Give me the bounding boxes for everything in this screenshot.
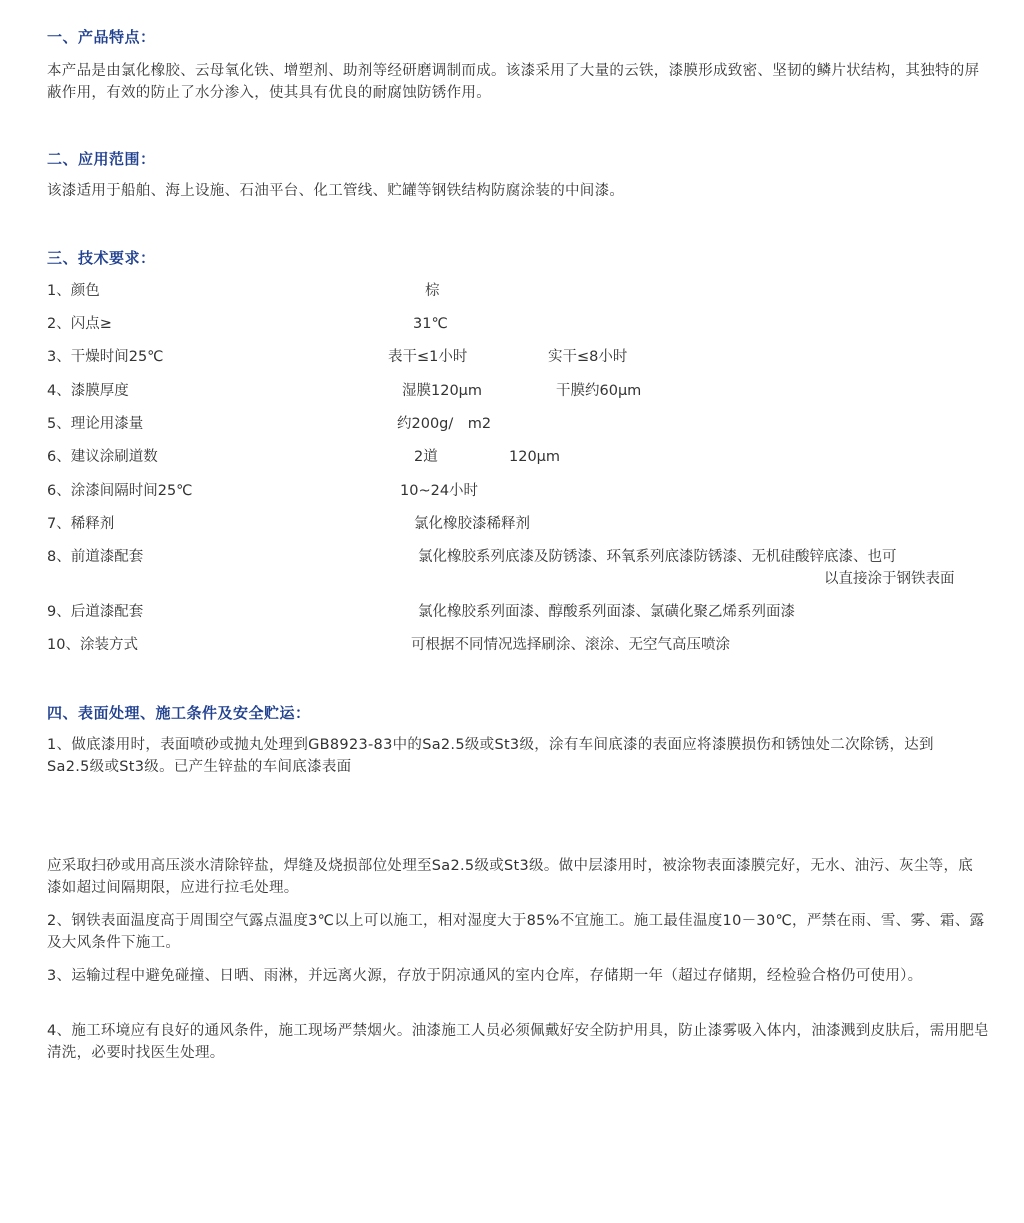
spec-row-film-thickness [47, 380, 987, 402]
spec-row-flash-point [47, 313, 987, 335]
spec-value: 湿膜120μm [402, 383, 483, 399]
spec-value: 2道 [414, 449, 438, 465]
spec-row-color [47, 280, 987, 302]
spec-label: 6、建议涂刷道数 [47, 449, 158, 465]
spec-value: 氯化橡胶系列面漆、醇酸系列面漆、氯磺化聚乙烯系列面漆 [418, 604, 795, 620]
spec-value: 可根据不同情况选择刷涂、滚涂、无空气高压喷涂 [411, 637, 730, 653]
features-paragraph: 本产品是由氯化橡胶、云母氧化铁、增塑剂、助剂等经研磨调制而成。该漆采用了大量的云铁，漆膜形成致密、坚韧的鳞片状结构，其独特的屏蔽作用，有效的防止了水分渗入，使其具有优良的耐腐蚀防锈作用。 [47, 63, 980, 101]
spec-row-subsequent-coat [47, 601, 987, 623]
spec-value: 氯化橡胶漆稀释剂 [414, 516, 530, 532]
spec-label: 9、后道漆配套 [47, 604, 144, 620]
spec-row-previous-coat [47, 546, 987, 568]
section-title-features: 一、产品特点： [47, 28, 156, 46]
spec-row-coverage [47, 413, 987, 435]
spec-row-thinner [47, 513, 987, 535]
treatment-paragraph-4: 3、运输过程中避免碰撞、日晒、雨淋，并远离火源，存放于阴凉通风的室内仓库，存储期一年（超过存储期，经检验合格仍可使用）。 [47, 968, 923, 984]
treatment-paragraph-2: 应采取扫砂或用高压淡水清除锌盐，焊缝及烧损部位处理至Sa2.5级或St3级。做中层漆用时，被涂物表面漆膜完好，无水、油污、灰尘等，底漆如超过间隔期限，应进行拉毛处理。 [47, 858, 974, 896]
spec-label: 7、稀释剂 [47, 516, 115, 532]
spec-value: 约200g/ m2 [397, 416, 492, 432]
spec-row-recoat-interval [47, 480, 987, 502]
spec-row-drying-time [47, 346, 987, 368]
spec-label: 1、颜色 [47, 283, 100, 299]
treatment-paragraph-3: 2、钢铁表面温度高于周围空气露点温度3℃以上可以施工，相对湿度大于85%不宜施工。施工最佳温度10－30℃，严禁在雨、雪、雾、霜、露及大风条件下施工。 [47, 913, 985, 951]
spec-row-coats [47, 446, 987, 468]
spec-label: 6、涂漆间隔时间25℃ [47, 483, 193, 499]
spec-row-application-method [47, 634, 987, 656]
spec-value: 氯化橡胶系列底漆及防锈漆、环氧系列底漆防锈漆、无机硅酸锌底漆、也可 [418, 549, 897, 565]
spec-row-previous-coat-continued [47, 568, 987, 590]
spec-value: 31℃ [413, 316, 448, 332]
spec-label: 4、漆膜厚度 [47, 383, 129, 399]
application-paragraph: 该漆适用于船舶、海上设施、石油平台、化工管线、贮罐等钢铁结构防腐涂装的中间漆。 [47, 183, 625, 199]
treatment-paragraph-5: 4、施工环境应有良好的通风条件，施工现场严禁烟火。油漆施工人员必须佩戴好安全防护用具，防止漆雾吸入体内，油漆溅到皮肤后，需用肥皂清洗，必要时找医生处理。 [47, 1023, 989, 1061]
spec-label: 5、理论用漆量 [47, 416, 144, 432]
spec-value: 10~24小时 [400, 483, 479, 499]
spec-label: 8、前道漆配套 [47, 549, 144, 565]
section-title-technical: 三、技术要求： [47, 249, 156, 267]
spec-value: 棕 [425, 283, 440, 299]
treatment-paragraph-1: 1、做底漆用时，表面喷砂或抛丸处理到GB8923-83中的Sa2.5级或St3级，涂有车间底漆的表面应将漆膜损伤和锈蚀处二次除锈，达到Sa2.5级或St3级。已产生锌盐的车间底漆表面 [47, 737, 934, 775]
section-title-application: 二、应用范围： [47, 150, 156, 168]
spec-value: 表干≤1小时 [388, 349, 468, 365]
spec-value-secondary: 以直接涂于钢铁表面 [824, 571, 955, 587]
section-title-surface-treatment: 四、表面处理、施工条件及安全贮运： [47, 704, 311, 722]
spec-value-secondary: 干膜约60μm [556, 383, 642, 399]
spec-value-secondary: 实干≤8小时 [548, 349, 628, 365]
spec-label: 10、涂装方式 [47, 637, 138, 653]
spec-value-secondary: 120μm [509, 449, 561, 465]
spec-label: 3、干燥时间25℃ [47, 349, 164, 365]
spec-label: 2、闪点≥ [47, 316, 112, 332]
